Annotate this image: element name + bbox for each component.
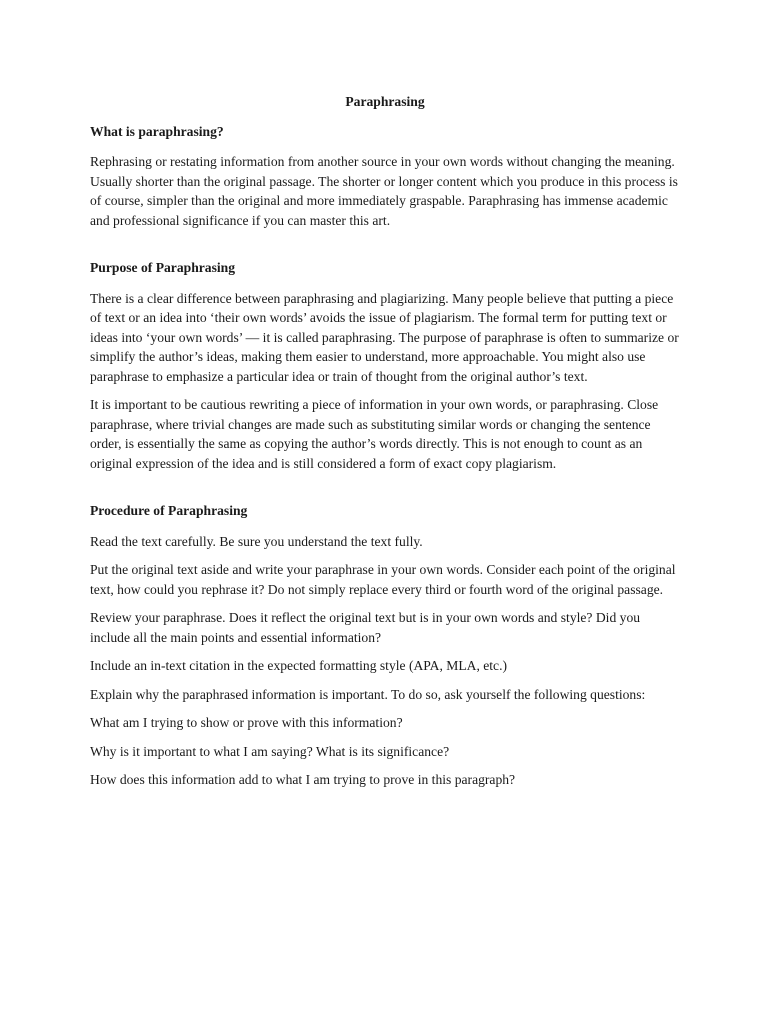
section-heading-purpose: Purpose of Paraphrasing [90,260,236,275]
paragraph: Read the text carefully. Be sure you understand the text fully. [90,533,423,549]
paragraph: Include an in-text citation in the expected formatting style (APA, MLA, etc.) [90,658,508,673]
paragraph: It is important to be cautious rewriting a piece of information in your own words, or paraphrasing. Close paraphrase, where trivial changes are made such as substituting similar words or changing the sentence order, is essentially the same as copying the author’s words directly. This is not enough to count as an original expression of the idea and is still considered a form of exact copy plagiarism. [90,397,659,471]
paragraph: Put the original text aside and write your paraphrase in your own words. Consider each point of the original text, how could you rephrase it? Do not simply replace every third or fourth word of the original passage. [90,562,676,597]
document-body [90,92,680,799]
document-title: Paraphrasing [345,94,425,109]
section-heading-what-is: What is paraphrasing? [90,123,224,139]
section-heading-procedure: Procedure of Paraphrasing [90,503,248,518]
paragraph: Rephrasing or restating information from another source in your own words without changing the meaning. Usually shorter than the original passage. The shorter or longer content which you produce in this process is of course, simpler than the original and more immediately graspable. Paraphrasing has immense academic and professional significance if you can master this art. [90,154,678,228]
paragraph: What am I trying to show or prove with this information? [90,715,403,730]
section-spacer [90,239,680,258]
section-spacer [90,482,680,501]
paragraph: Review your paraphrase. Does it reflect the original text but is in your own words and style? Did you include all the main points and essential information? [90,610,641,645]
paragraph: Why is it important to what I am saying? What is its significance? [90,743,450,759]
paragraph: There is a clear difference between paraphrasing and plagiarizing. Many people believe that putting a piece of text or an idea into ‘their own words’ avoids the issue of plagiarism. The formal term for putting text or ideas into ‘your own words’ — it is called paraphrasing. The purpose of paraphrase is often to summarize or simplify the author’s ideas, making them easier to understand, more approachable. You might also use paraphrase to emphasize a particular idea or train of thought from the original author’s text. [90,290,679,384]
paragraph: How does this information add to what I am trying to prove in this paragraph? [90,772,516,787]
paragraph: Explain why the paraphrased information is important. To do so, ask yourself the following questions: [90,686,646,702]
